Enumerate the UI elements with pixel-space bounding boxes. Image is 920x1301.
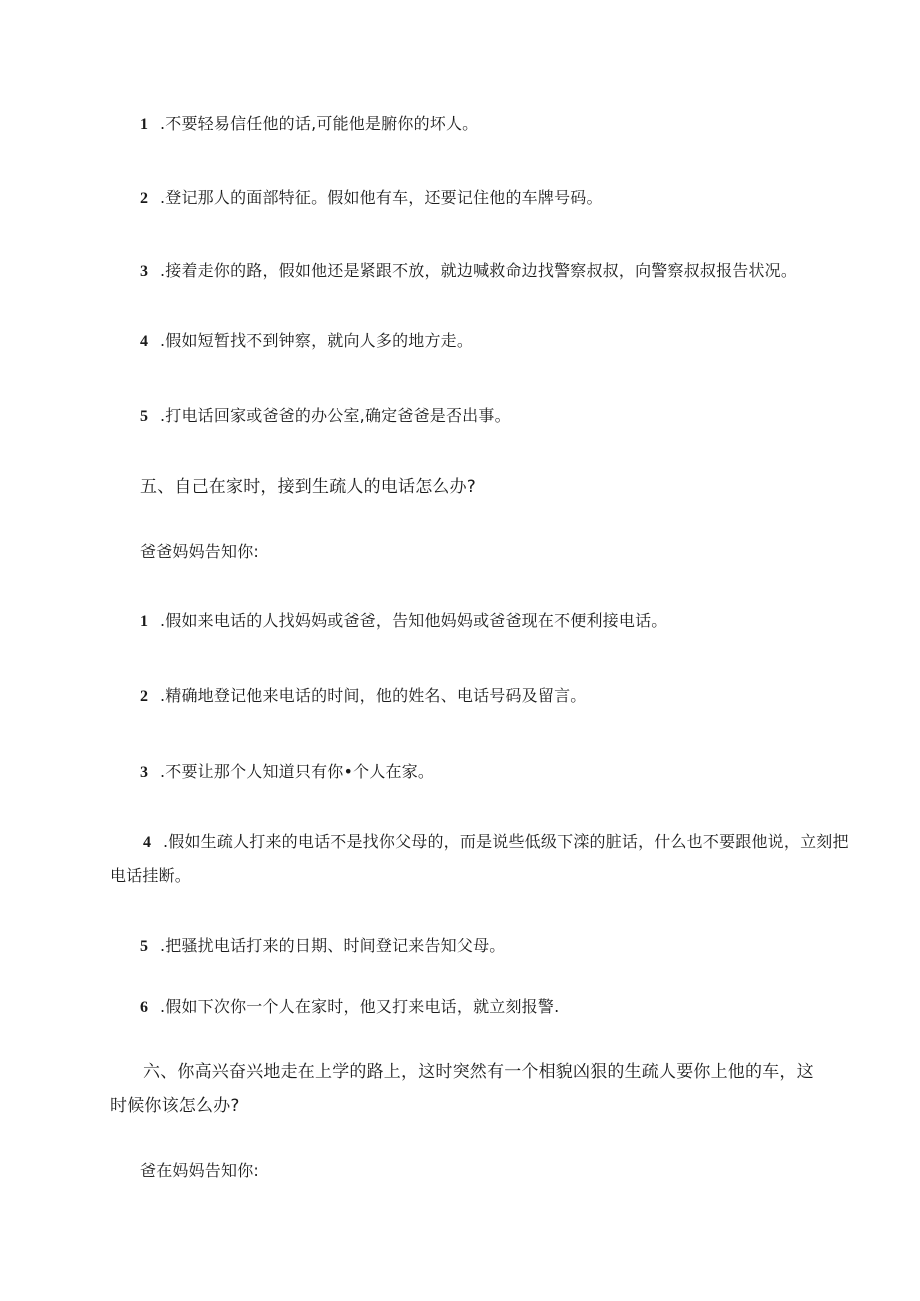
item-text: .不要让那个人知道只有你•个人在家。 (160, 762, 435, 781)
item-text: .接着走你的路，假如他还是紧跟不放，就边喊救命边找警察叔叔，向警察叔叔报告状况。 (160, 261, 798, 280)
item-number: 3 (140, 764, 149, 781)
item-text: .登记那人的面部特征。假如他有车，还要记住他的车牌号码。 (160, 188, 603, 207)
list-item (140, 261, 797, 282)
list-item (140, 997, 559, 1018)
item-number: 4 (143, 834, 152, 851)
item-text: .假如来电话的人找妈妈或爸爸，告知他妈妈或爸爸现在不便利接电话。 (160, 611, 668, 630)
item-number: 4 (140, 333, 149, 350)
item-number: 6 (140, 999, 149, 1016)
section-intro: 爸在妈妈告知你: (140, 1161, 259, 1180)
item-number: 3 (140, 263, 149, 280)
item-number: 2 (140, 688, 149, 705)
list-item (143, 832, 849, 853)
list-item (140, 114, 478, 135)
item-number: 2 (140, 190, 149, 207)
section-heading: 六、你高兴奋兴地走在上学的路上，这时突然有一个相貌凶狠的生疏人要你上他的车，这 (143, 1062, 814, 1082)
item-text: .假如下次你一个人在家时，他又打来电话，就立刻报警. (160, 997, 560, 1016)
section-heading-continuation: 时候你该怎么办? (110, 1096, 240, 1116)
item-number: 1 (140, 116, 149, 133)
list-item-continuation: 电话挂断。 (110, 866, 192, 885)
item-number: 1 (140, 613, 149, 630)
section-intro: 爸爸妈妈告知你: (140, 542, 259, 561)
section-heading: 五、自己在家时，接到生疏人的电话怎么办? (140, 477, 477, 497)
list-item (140, 188, 603, 209)
item-text: .把骚扰电话打来的日期、时间登记来告知父母。 (160, 936, 506, 955)
list-item (140, 762, 434, 783)
list-item (140, 611, 668, 632)
list-item (140, 406, 511, 427)
item-text: .不要轻易信任他的话,可能他是腑你的坏人。 (160, 114, 479, 133)
list-item (140, 686, 587, 707)
list-item (140, 331, 473, 352)
item-number: 5 (140, 408, 149, 425)
item-number: 5 (140, 938, 149, 955)
item-text: .打电话回家或爸爸的办公室,确定爸爸是否出事。 (160, 406, 511, 425)
item-text: .精确地登记他来电话的时间，他的姓名、电话号码及留言。 (160, 686, 587, 705)
list-item (140, 936, 506, 957)
item-text: .假如短暂找不到钟察，就向人多的地方走。 (160, 331, 474, 350)
item-text: .假如生疏人打来的电话不是找你父母的，而是说些低级下滦的脏话，什么也不要跟他说，立刻把 (163, 832, 849, 851)
